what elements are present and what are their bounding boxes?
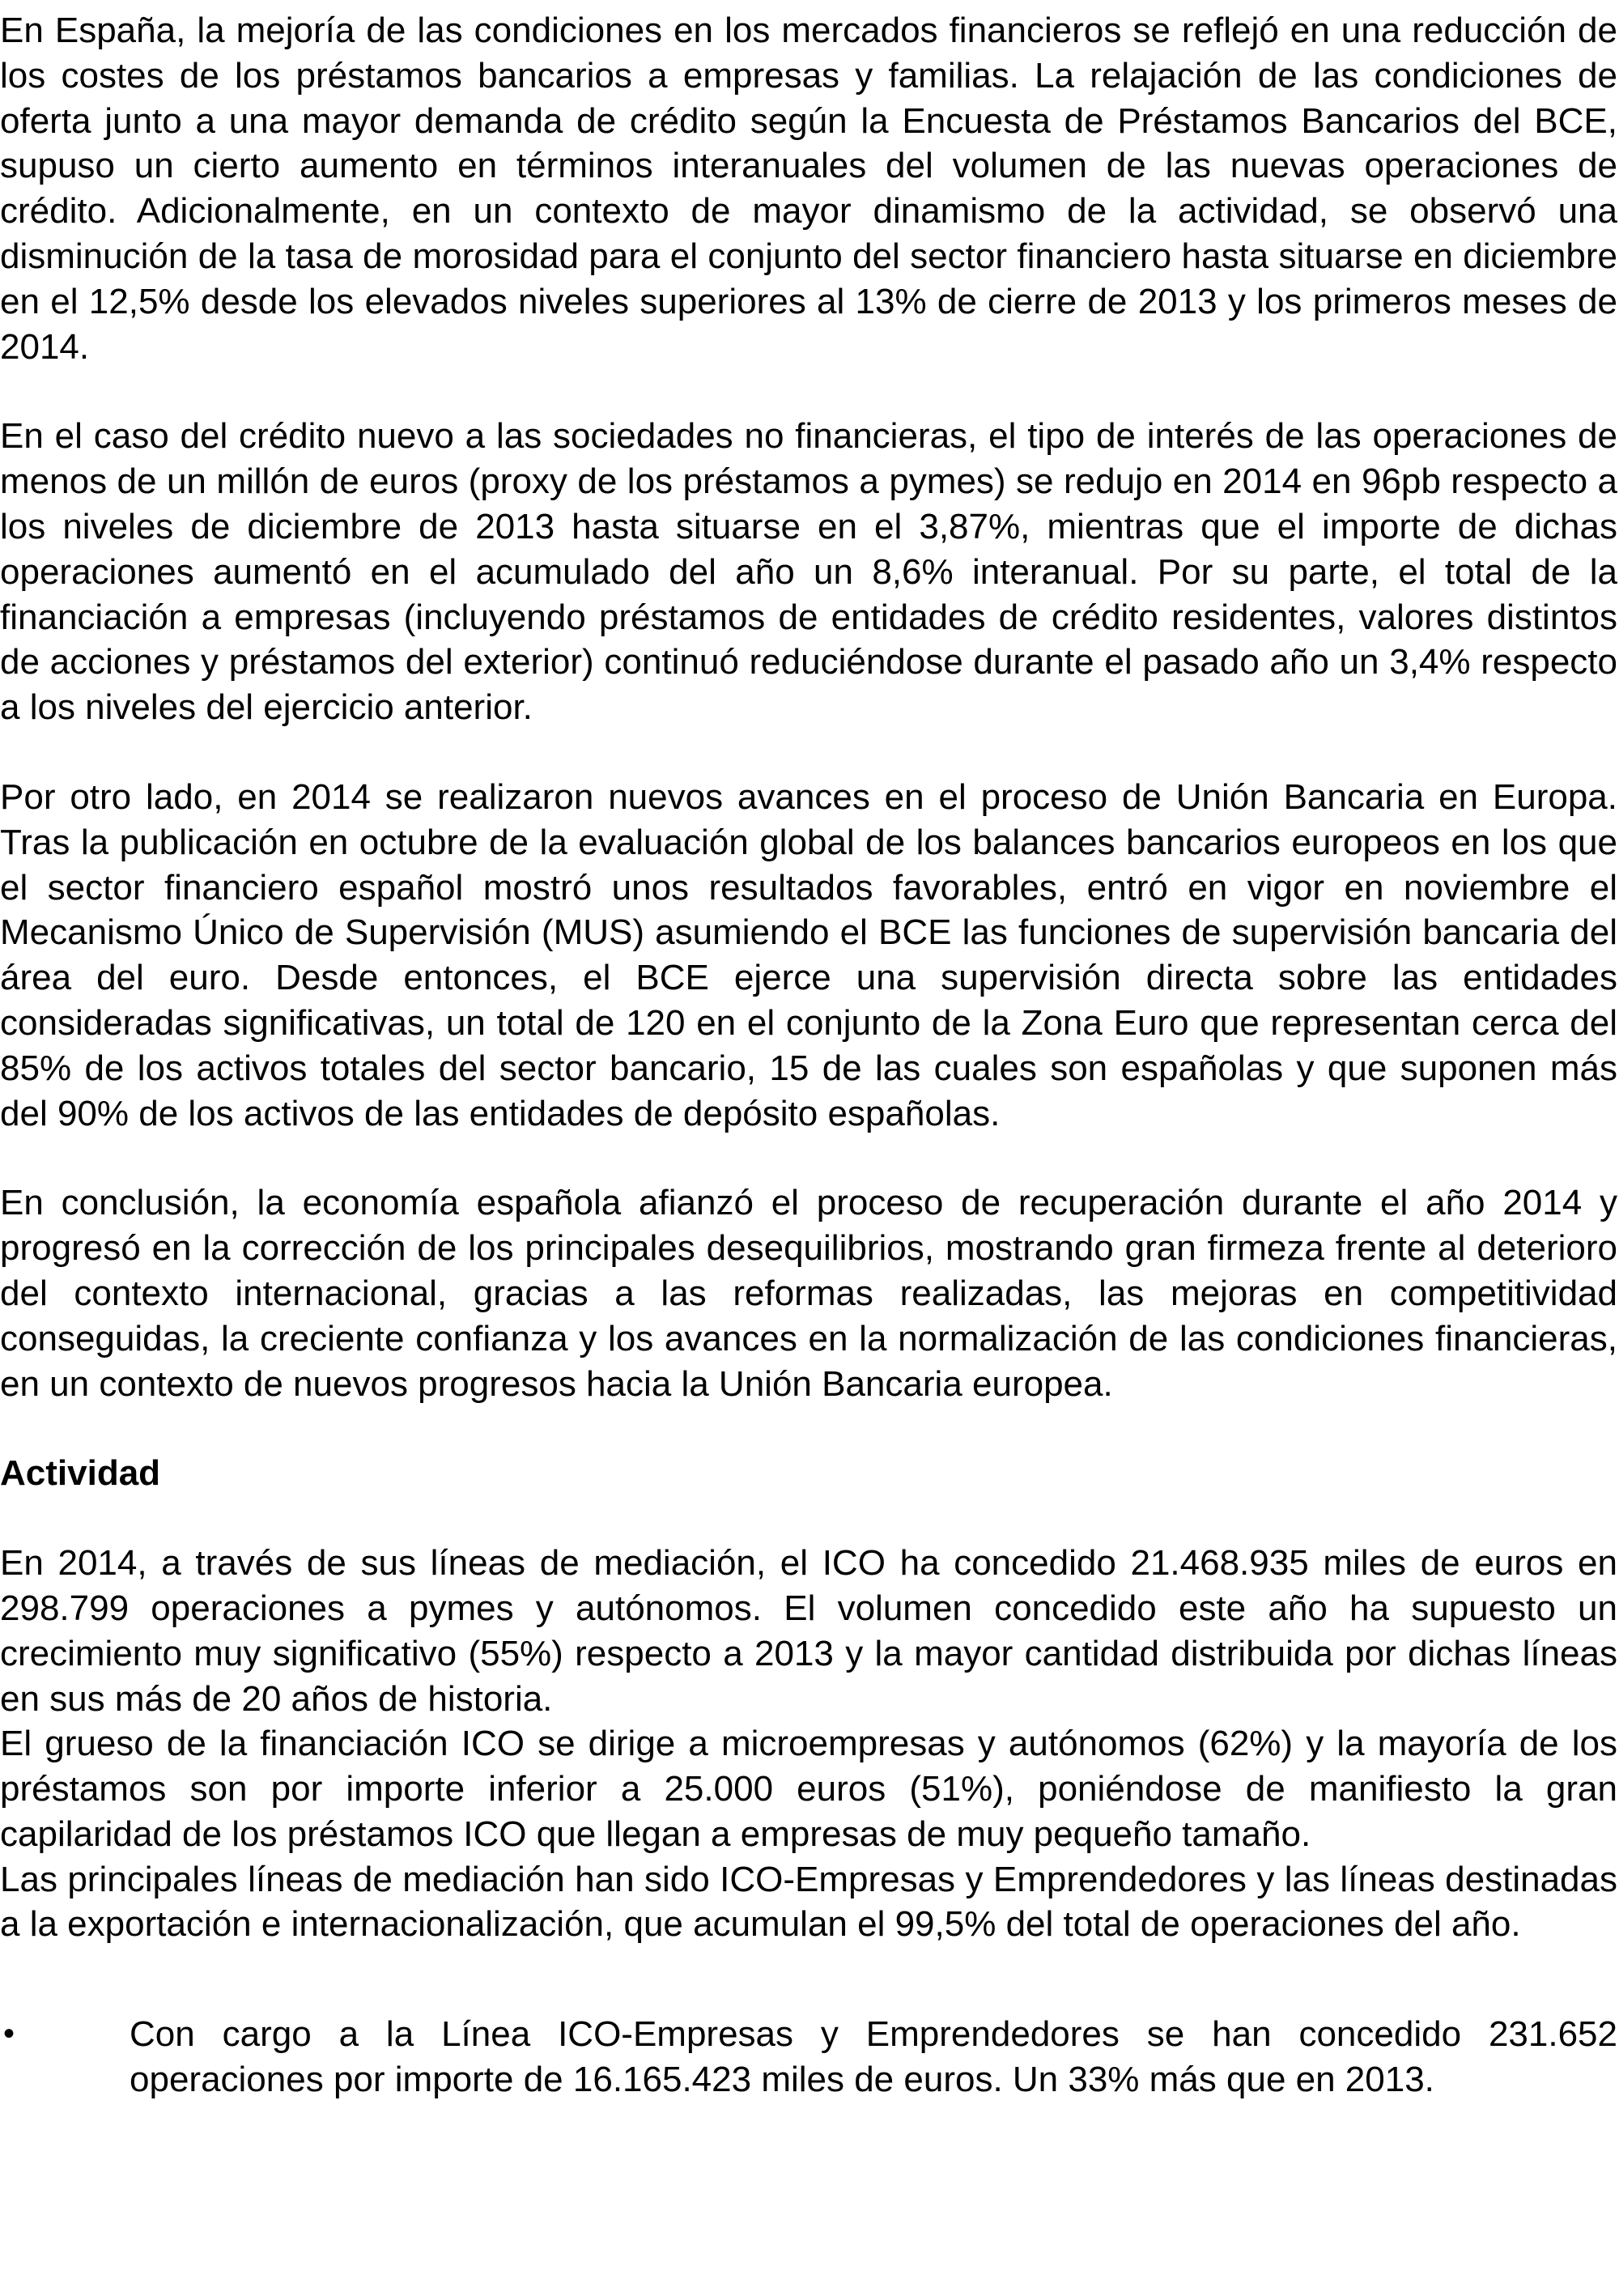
paragraph-sme-lending: En el caso del crédito nuevo a las sociedades no financieras, el tipo de interés de las operaciones de menos de un millón de euros (proxy de los préstamos a pymes) se redujo en 2014 en 96pb respecto a los niveles de diciembre de 2013 hasta situarse en el 3,87%, mientras que el importe de dichas operaciones aumentó en el acumulado del año un 8,6% interanual. Por su parte, el total de la financiación a empresas (incluyendo préstamos de entidades de crédito residentes, valores distintos de acciones y préstamos del exterior) continuó reduciéndose durante el pasado año un 3,4% respecto a los niveles del ejercicio anterior. [0,416,1617,728]
paragraph-ico-volume: En 2014, a través de sus líneas de mediación, el ICO ha concedido 21.468.935 miles de euros en 298.799 operaciones a pymes y autónomos. El volumen concedido este año ha supuesto un crecimiento muy significativo (55%) respecto a 2013 y la mayor cantidad distribuida por dichas líneas en sus más de 20 años de historia. [0,1543,1617,1719]
document-page [0,8,1617,2103]
paragraph-ico-main-lines: Las principales líneas de mediación han sido ICO-Empresas y Emprendedores y las líneas destinadas a la exportación e internacionalización, que acumulan el 99,5% del total de operaciones del año. [0,1859,1617,1945]
bullet-list [0,2012,1617,2103]
paragraph-banking-union: Por otro lado, en 2014 se realizaron nuevos avances en el proceso de Unión Bancaria en Europa. Tras la publicación en octubre de la evaluación global de los balances bancarios europeos en los que el sector financiero español mostró unos resultados favorables, entró en vigor en noviembre el Mecanismo Único de Supervisión (MUS) asumiendo el BCE las funciones de supervisión bancaria del área del euro. Desde entonces, el BCE ejerce una supervisión directa sobre las entidades consideradas significativas, un total de 120 en el conjunto de la Zona Euro que representan cerca del 85% de los activos totales del sector bancario, 15 de las cuales son españolas y que suponen más del 90% de los activos de las entidades de depósito españolas. [0,776,1617,1133]
paragraph-conclusion: En conclusión, la economía española afianzó el proceso de recuperación durante el año 2014 y progresó en la corrección de los principales desequilibrios, mostrando gran firmeza frente al deterioro del contexto internacional, gracias a las reformas realizadas, las mejoras en competitividad conseguidas, la creciente confianza y los avances en la normalización de las condiciones financieras, en un contexto de nuevos progresos hacia la Unión Bancaria europea. [0,1183,1617,1404]
bullet-text: Con cargo a la Línea ICO-Empresas y Emprendedores se han concedido 231.652 operaciones por importe de 16.165.423 miles de euros. Un 33% más que en 2013. [130,2014,1617,2100]
paragraph-credit-conditions: En España, la mejoría de las condiciones en los mercados financieros se reflejó en una reducción de los costes de los préstamos bancarios a empresas y familias. La relajación de las condiciones de oferta junto a una mayor demanda de crédito según la Encuesta de Préstamos Bancarios del BCE, supuso un cierto aumento en términos interanuales del volumen de las nuevas operaciones de crédito. Adicionalmente, en un contexto de mayor dinamismo de la actividad, se observó una disminución de la tasa de morosidad para el conjunto del sector financiero hasta situarse en diciembre en el 12,5% desde los elevados niveles superiores al 13% de cierre de 2013 y los primeros meses de 2014. [0,11,1617,367]
list-item [0,2012,1617,2103]
section-heading-actividad: Actividad [0,1453,161,1494]
paragraph-ico-microenterprises: El grueso de la financiación ICO se dirige a microempresas y autónomos (62%) y la mayoría de los préstamos son por importe inferior a 25.000 euros (51%), poniéndose de manifiesto la gran capilaridad de los préstamos ICO que llegan a empresas de muy pequeño tamaño. [0,1724,1617,1854]
bullet-icon: • [3,2016,15,2052]
